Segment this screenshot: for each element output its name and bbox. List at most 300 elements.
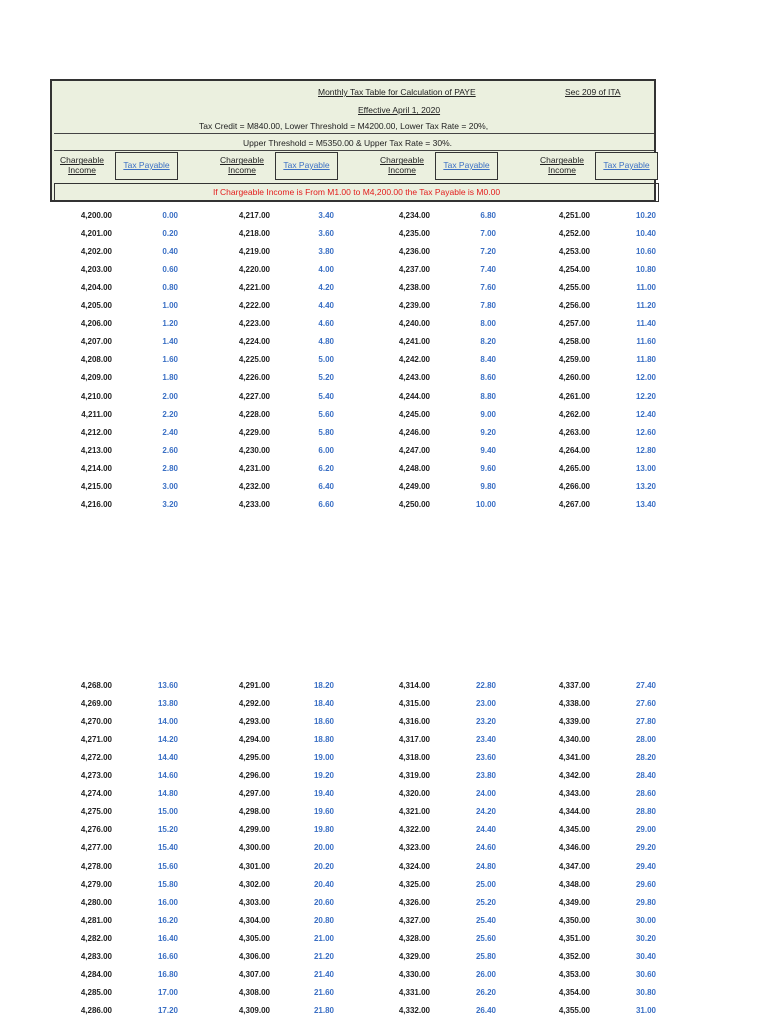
table-row	[0, 948, 768, 966]
tax-payable-cell: 3.00	[162, 481, 178, 491]
chargeable-income-cell: 4,226.00	[238, 373, 270, 383]
chargeable-income-cell: 4,320.00	[398, 789, 430, 799]
column-header-label: Income	[68, 165, 96, 175]
chargeable-income-cell: 4,244.00	[398, 391, 430, 401]
chargeable-income-cell: 4,303.00	[238, 897, 270, 907]
column-header-tax-payable	[275, 152, 338, 180]
chargeable-income-cell: 4,337.00	[558, 681, 590, 690]
chargeable-income-cell: 4,305.00	[238, 933, 270, 943]
tax-payable-cell: 5.60	[318, 409, 334, 419]
chargeable-income-cell: 4,213.00	[80, 445, 112, 455]
chargeable-income-cell: 4,217.00	[238, 211, 270, 220]
tax-payable-cell: 26.40	[475, 1005, 496, 1015]
column-header-label: Income	[388, 165, 416, 175]
tax-payable-cell: 6.60	[318, 499, 334, 509]
chargeable-income-cell: 4,207.00	[80, 337, 112, 347]
chargeable-income-cell: 4,354.00	[558, 987, 590, 997]
tax-payable-cell: 2.20	[162, 409, 178, 419]
tax-payable-cell: 30.80	[635, 987, 656, 997]
tax-payable-cell: 2.40	[162, 427, 178, 437]
table-row	[0, 225, 768, 243]
chargeable-income-cell: 4,316.00	[398, 717, 430, 727]
table-row	[0, 821, 768, 839]
chargeable-income-cell: 4,344.00	[558, 807, 590, 817]
column-header-label: Tax Payable	[123, 160, 170, 171]
table-row	[0, 261, 768, 279]
tax-payable-cell: 15.40	[157, 843, 178, 853]
chargeable-income-cell: 4,301.00	[238, 861, 270, 871]
column-header-chargeable-income	[532, 152, 592, 180]
chargeable-income-cell: 4,338.00	[558, 699, 590, 709]
tax-payable-cell: 1.20	[162, 319, 178, 329]
chargeable-income-cell: 4,300.00	[238, 843, 270, 853]
chargeable-income-cell: 4,205.00	[80, 301, 112, 311]
chargeable-income-cell: 4,317.00	[398, 735, 430, 745]
chargeable-income-cell: 4,276.00	[80, 825, 112, 835]
tax-payable-cell: 3.20	[162, 499, 178, 509]
table-row	[0, 460, 768, 478]
chargeable-income-cell: 4,258.00	[558, 337, 590, 347]
tax-payable-cell: 19.40	[313, 789, 334, 799]
tax-payable-cell: 11.40	[636, 319, 656, 329]
chargeable-income-cell: 4,212.00	[80, 427, 112, 437]
chargeable-income-cell: 4,331.00	[398, 987, 430, 997]
tax-payable-cell: 28.80	[635, 807, 656, 817]
chargeable-income-cell: 4,272.00	[80, 753, 112, 763]
chargeable-income-cell: 4,277.00	[80, 843, 112, 853]
chargeable-income-cell: 4,326.00	[398, 897, 430, 907]
chargeable-income-cell: 4,298.00	[238, 807, 270, 817]
tax-payable-cell: 24.20	[475, 807, 496, 817]
chargeable-income-cell: 4,264.00	[558, 445, 590, 455]
chargeable-income-cell: 4,241.00	[398, 337, 430, 347]
chargeable-income-cell: 4,286.00	[80, 1005, 112, 1015]
tax-payable-cell: 23.00	[475, 699, 496, 709]
tax-payable-cell: 23.80	[475, 771, 496, 781]
tax-payable-cell: 19.60	[313, 807, 334, 817]
tax-payable-cell: 14.20	[157, 735, 178, 745]
tax-payable-cell: 16.00	[157, 897, 178, 907]
divider	[54, 150, 654, 151]
tax-payable-cell: 23.60	[475, 753, 496, 763]
chargeable-income-cell: 4,293.00	[238, 717, 270, 727]
table-row	[0, 695, 768, 713]
chargeable-income-cell: 4,302.00	[238, 879, 270, 889]
chargeable-income-cell: 4,250.00	[398, 499, 430, 509]
tax-payable-cell: 10.20	[635, 211, 656, 220]
tax-payable-cell: 8.40	[480, 355, 496, 365]
chargeable-income-cell: 4,274.00	[80, 789, 112, 799]
chargeable-income-cell: 4,235.00	[398, 229, 430, 239]
chargeable-income-cell: 4,279.00	[80, 879, 112, 889]
tax-payable-cell: 11.00	[636, 283, 656, 293]
tax-payable-cell: 12.40	[635, 409, 656, 419]
tax-payable-cell: 23.20	[475, 717, 496, 727]
tax-payable-cell: 12.00	[635, 373, 656, 383]
chargeable-income-cell: 4,353.00	[558, 969, 590, 979]
chargeable-income-cell: 4,285.00	[80, 987, 112, 997]
tax-payable-cell: 7.80	[480, 301, 496, 311]
tax-payable-cell: 9.40	[480, 445, 496, 455]
tax-payable-cell: 18.20	[313, 681, 334, 690]
column-header-tax-payable	[435, 152, 498, 180]
column-header-label: Chargeable	[220, 155, 264, 166]
chargeable-income-cell: 4,306.00	[238, 951, 270, 961]
chargeable-income-cell: 4,304.00	[238, 915, 270, 925]
chargeable-income-cell: 4,343.00	[558, 789, 590, 799]
tax-payable-cell: 10.80	[635, 265, 656, 275]
column-header-chargeable-income	[372, 152, 432, 180]
chargeable-income-cell: 4,225.00	[238, 355, 270, 365]
table-row	[0, 858, 768, 876]
tax-payable-cell: 9.00	[480, 409, 496, 419]
tax-payable-cell: 0.60	[162, 265, 178, 275]
table-row	[0, 388, 768, 406]
chargeable-income-cell: 4,265.00	[558, 463, 590, 473]
tax-payable-cell: 24.40	[475, 825, 496, 835]
chargeable-income-cell: 4,220.00	[238, 265, 270, 275]
tax-payable-cell: 29.20	[635, 843, 656, 853]
table-row	[0, 803, 768, 821]
tax-payable-cell: 14.40	[157, 753, 178, 763]
table-row	[0, 478, 768, 496]
chargeable-income-cell: 4,291.00	[238, 681, 270, 690]
tax-payable-cell: 13.20	[635, 481, 656, 491]
tax-payable-cell: 28.40	[635, 771, 656, 781]
chargeable-income-cell: 4,308.00	[238, 987, 270, 997]
tax-payable-cell: 21.00	[313, 933, 334, 943]
chargeable-income-cell: 4,253.00	[558, 247, 590, 257]
column-header-tax-payable	[115, 152, 178, 180]
tax-payable-cell: 17.00	[157, 987, 178, 997]
tax-payable-cell: 30.00	[635, 915, 656, 925]
tax-payable-cell: 20.20	[313, 861, 334, 871]
tax-payable-cell: 4.20	[318, 283, 334, 293]
tax-payable-cell: 13.60	[157, 681, 178, 690]
table-row	[0, 876, 768, 894]
tax-payable-cell: 27.80	[635, 717, 656, 727]
chargeable-income-cell: 4,340.00	[558, 735, 590, 745]
tax-payable-cell: 26.00	[475, 969, 496, 979]
chargeable-income-cell: 4,209.00	[80, 373, 112, 383]
tax-payable-cell: 25.60	[475, 933, 496, 943]
table-row	[0, 297, 768, 315]
table-row	[0, 731, 768, 749]
tax-payable-cell: 15.00	[157, 807, 178, 817]
chargeable-income-cell: 4,328.00	[398, 933, 430, 943]
tax-payable-cell: 19.80	[313, 825, 334, 835]
tax-payable-cell: 9.80	[480, 481, 496, 491]
chargeable-income-cell: 4,348.00	[558, 879, 590, 889]
tax-payable-cell: 20.40	[313, 879, 334, 889]
tax-parameters-line-2: Upper Threshold = M5350.00 & Upper Tax Rate = 30%.	[243, 138, 453, 148]
chargeable-income-cell: 4,307.00	[238, 969, 270, 979]
tax-payable-cell: 18.80	[313, 735, 334, 745]
tax-payable-cell: 4.40	[318, 301, 334, 311]
tax-payable-cell: 11.60	[636, 337, 656, 347]
table-row	[0, 930, 768, 948]
table-row	[0, 279, 768, 297]
tax-payable-cell: 6.80	[480, 211, 496, 220]
chargeable-income-cell: 4,268.00	[80, 681, 112, 690]
chargeable-income-cell: 4,323.00	[398, 843, 430, 853]
tax-payable-cell: 2.00	[162, 391, 178, 401]
chargeable-income-cell: 4,246.00	[398, 427, 430, 437]
chargeable-income-cell: 4,294.00	[238, 735, 270, 745]
chargeable-income-cell: 4,216.00	[80, 499, 112, 509]
chargeable-income-cell: 4,281.00	[80, 915, 112, 925]
tax-payable-cell: 1.40	[162, 337, 178, 347]
chargeable-income-cell: 4,214.00	[80, 463, 112, 473]
table-row	[0, 912, 768, 930]
tax-payable-cell: 11.80	[636, 355, 656, 365]
tax-payable-cell: 21.60	[313, 987, 334, 997]
chargeable-income-cell: 4,347.00	[558, 861, 590, 871]
tax-payable-cell: 8.80	[480, 391, 496, 401]
tax-payable-cell: 17.20	[157, 1005, 178, 1015]
chargeable-income-cell: 4,295.00	[238, 753, 270, 763]
chargeable-income-cell: 4,243.00	[398, 373, 430, 383]
tax-payable-cell: 2.80	[162, 463, 178, 473]
chargeable-income-cell: 4,315.00	[398, 699, 430, 709]
effective-date: Effective April 1, 2020	[358, 105, 441, 115]
column-header-label: Tax Payable	[283, 160, 330, 171]
tax-payable-cell: 16.60	[157, 951, 178, 961]
chargeable-income-cell: 4,238.00	[398, 283, 430, 293]
chargeable-income-cell: 4,330.00	[398, 969, 430, 979]
column-header-label: Chargeable	[540, 155, 584, 166]
column-header-tax-payable	[595, 152, 658, 180]
table-row	[0, 785, 768, 803]
tax-payable-cell: 0.00	[162, 211, 178, 220]
tax-payable-cell: 28.00	[635, 735, 656, 745]
chargeable-income-cell: 4,341.00	[558, 753, 590, 763]
chargeable-income-cell: 4,297.00	[238, 789, 270, 799]
chargeable-income-cell: 4,201.00	[80, 229, 112, 239]
tax-payable-cell: 5.00	[318, 355, 334, 365]
table-row	[0, 369, 768, 387]
chargeable-income-cell: 4,269.00	[80, 699, 112, 709]
chargeable-income-cell: 4,299.00	[238, 825, 270, 835]
tax-payable-cell: 14.80	[157, 789, 178, 799]
tax-payable-cell: 27.40	[635, 681, 656, 690]
table-row	[0, 984, 768, 1002]
tax-parameters-line-1: Tax Credit = M840.00, Lower Threshold = M4200.00, Lower Tax Rate = 20%,	[199, 121, 489, 131]
chargeable-income-cell: 4,275.00	[80, 807, 112, 817]
table-row	[0, 839, 768, 857]
chargeable-income-cell: 4,322.00	[398, 825, 430, 835]
tax-payable-cell: 3.60	[318, 229, 334, 239]
chargeable-income-cell: 4,282.00	[80, 933, 112, 943]
chargeable-income-cell: 4,211.00	[81, 409, 112, 419]
chargeable-income-cell: 4,210.00	[80, 391, 112, 401]
chargeable-income-cell: 4,227.00	[238, 391, 270, 401]
chargeable-income-cell: 4,292.00	[238, 699, 270, 709]
tax-payable-cell: 7.40	[480, 265, 496, 275]
chargeable-income-cell: 4,221.00	[238, 283, 270, 293]
chargeable-income-cell: 4,233.00	[238, 499, 270, 509]
table-row	[0, 315, 768, 333]
chargeable-income-cell: 4,314.00	[398, 681, 430, 690]
chargeable-income-cell: 4,222.00	[238, 301, 270, 311]
table-row	[0, 243, 768, 261]
table-row	[0, 442, 768, 460]
table-title: Monthly Tax Table for Calculation of PAYE	[318, 87, 476, 97]
chargeable-income-cell: 4,278.00	[80, 861, 112, 871]
zero-tax-notice: If Chargeable Income is From M1.00 to M4,200.00 the Tax Payable is M0.00	[54, 183, 659, 202]
tax-payable-cell: 1.60	[162, 355, 178, 365]
tax-payable-cell: 9.60	[480, 463, 496, 473]
chargeable-income-cell: 4,239.00	[398, 301, 430, 311]
tax-payable-cell: 30.40	[635, 951, 656, 961]
tax-payable-cell: 0.40	[162, 247, 178, 257]
tax-payable-cell: 23.40	[475, 735, 496, 745]
chargeable-income-cell: 4,349.00	[558, 897, 590, 907]
chargeable-income-cell: 4,321.00	[398, 807, 430, 817]
table-row	[0, 207, 768, 225]
tax-payable-cell: 13.00	[635, 463, 656, 473]
chargeable-income-cell: 4,332.00	[398, 1005, 430, 1015]
tax-payable-cell: 18.40	[313, 699, 334, 709]
chargeable-income-cell: 4,296.00	[238, 771, 270, 781]
table-row	[0, 1002, 768, 1020]
chargeable-income-cell: 4,309.00	[238, 1005, 270, 1015]
chargeable-income-cell: 4,218.00	[238, 229, 270, 239]
column-header-label: Income	[228, 165, 256, 175]
chargeable-income-cell: 4,259.00	[558, 355, 590, 365]
tax-payable-cell: 31.00	[635, 1005, 656, 1015]
tax-payable-cell: 30.60	[635, 969, 656, 979]
chargeable-income-cell: 4,232.00	[238, 481, 270, 491]
tax-payable-cell: 6.40	[318, 481, 334, 491]
chargeable-income-cell: 4,252.00	[558, 229, 590, 239]
table-row	[0, 749, 768, 767]
tax-payable-cell: 30.20	[635, 933, 656, 943]
tax-payable-cell: 14.00	[157, 717, 178, 727]
tax-payable-cell: 9.20	[480, 427, 496, 437]
chargeable-income-cell: 4,200.00	[80, 211, 112, 220]
chargeable-income-cell: 4,249.00	[398, 481, 430, 491]
tax-payable-cell: 24.80	[475, 861, 496, 871]
chargeable-income-cell: 4,351.00	[558, 933, 590, 943]
chargeable-income-cell: 4,327.00	[398, 915, 430, 925]
tax-payable-cell: 15.80	[157, 879, 178, 889]
column-header-label: Tax Payable	[443, 160, 490, 171]
column-header-label: Chargeable	[380, 155, 424, 166]
tax-payable-cell: 8.60	[480, 373, 496, 383]
chargeable-income-cell: 4,266.00	[558, 481, 590, 491]
chargeable-income-cell: 4,257.00	[558, 319, 590, 329]
chargeable-income-cell: 4,270.00	[80, 717, 112, 727]
chargeable-income-cell: 4,223.00	[238, 319, 270, 329]
tax-payable-cell: 24.00	[475, 789, 496, 799]
chargeable-income-cell: 4,247.00	[398, 445, 430, 455]
tax-payable-cell: 7.00	[480, 229, 496, 239]
tax-payable-cell: 5.40	[318, 391, 334, 401]
column-header-label: Tax Payable	[603, 160, 650, 171]
chargeable-income-cell: 4,242.00	[398, 355, 430, 365]
divider	[54, 133, 654, 134]
tax-payable-cell: 8.00	[480, 319, 496, 329]
tax-payable-cell: 0.80	[162, 283, 178, 293]
tax-payable-cell: 25.00	[475, 879, 496, 889]
tax-payable-cell: 12.80	[635, 445, 656, 455]
chargeable-income-cell: 4,228.00	[238, 409, 270, 419]
tax-payable-cell: 18.60	[313, 717, 334, 727]
tax-payable-cell: 5.20	[318, 373, 334, 383]
tax-payable-cell: 4.80	[318, 337, 334, 347]
chargeable-income-cell: 4,236.00	[398, 247, 430, 257]
chargeable-income-cell: 4,245.00	[398, 409, 430, 419]
tax-payable-cell: 6.20	[318, 463, 334, 473]
chargeable-income-cell: 4,219.00	[238, 247, 270, 257]
tax-payable-cell: 15.20	[157, 825, 178, 835]
chargeable-income-cell: 4,240.00	[398, 319, 430, 329]
tax-payable-cell: 21.20	[313, 951, 334, 961]
chargeable-income-cell: 4,280.00	[80, 897, 112, 907]
tax-payable-cell: 7.20	[480, 247, 496, 257]
tax-payable-cell: 14.60	[157, 771, 178, 781]
chargeable-income-cell: 4,230.00	[238, 445, 270, 455]
chargeable-income-cell: 4,255.00	[558, 283, 590, 293]
column-header-chargeable-income	[212, 152, 272, 180]
tax-payable-cell: 16.40	[157, 933, 178, 943]
tax-payable-cell: 3.80	[318, 247, 334, 257]
tax-payable-cell: 10.00	[475, 499, 496, 509]
chargeable-income-cell: 4,234.00	[398, 211, 430, 220]
tax-payable-cell: 10.60	[635, 247, 656, 257]
tax-payable-cell: 0.20	[162, 229, 178, 239]
table-row	[0, 424, 768, 442]
column-header-chargeable-income	[52, 152, 112, 180]
tax-payable-cell: 7.60	[480, 283, 496, 293]
tax-payable-cell: 20.00	[313, 843, 334, 853]
chargeable-income-cell: 4,329.00	[398, 951, 430, 961]
tax-payable-cell: 1.80	[162, 373, 178, 383]
chargeable-income-cell: 4,248.00	[398, 463, 430, 473]
chargeable-income-cell: 4,355.00	[558, 1005, 590, 1015]
table-row	[0, 496, 768, 514]
tax-payable-cell: 28.60	[635, 789, 656, 799]
chargeable-income-cell: 4,202.00	[80, 247, 112, 257]
chargeable-income-cell: 4,256.00	[558, 301, 590, 311]
chargeable-income-cell: 4,260.00	[558, 373, 590, 383]
chargeable-income-cell: 4,350.00	[558, 915, 590, 925]
tax-payable-cell: 3.40	[318, 211, 334, 220]
chargeable-income-cell: 4,263.00	[558, 427, 590, 437]
chargeable-income-cell: 4,324.00	[398, 861, 430, 871]
tax-payable-cell: 6.00	[318, 445, 334, 455]
tax-payable-cell: 10.40	[635, 229, 656, 239]
tax-payable-cell: 12.60	[635, 427, 656, 437]
chargeable-income-cell: 4,215.00	[80, 481, 112, 491]
tax-payable-cell: 8.20	[480, 337, 496, 347]
tax-payable-cell: 20.80	[313, 915, 334, 925]
chargeable-income-cell: 4,345.00	[558, 825, 590, 835]
tax-payable-cell: 13.80	[157, 699, 178, 709]
chargeable-income-cell: 4,254.00	[558, 265, 590, 275]
tax-payable-cell: 4.60	[318, 319, 334, 329]
tax-payable-cell: 25.40	[475, 915, 496, 925]
tax-payable-cell: 19.20	[313, 771, 334, 781]
tax-payable-cell: 22.80	[475, 681, 496, 690]
tax-payable-cell: 25.20	[475, 897, 496, 907]
chargeable-income-cell: 4,318.00	[398, 753, 430, 763]
chargeable-income-cell: 4,325.00	[398, 879, 430, 889]
tax-payable-cell: 1.00	[162, 301, 178, 311]
chargeable-income-cell: 4,203.00	[80, 265, 112, 275]
table-row	[0, 713, 768, 731]
